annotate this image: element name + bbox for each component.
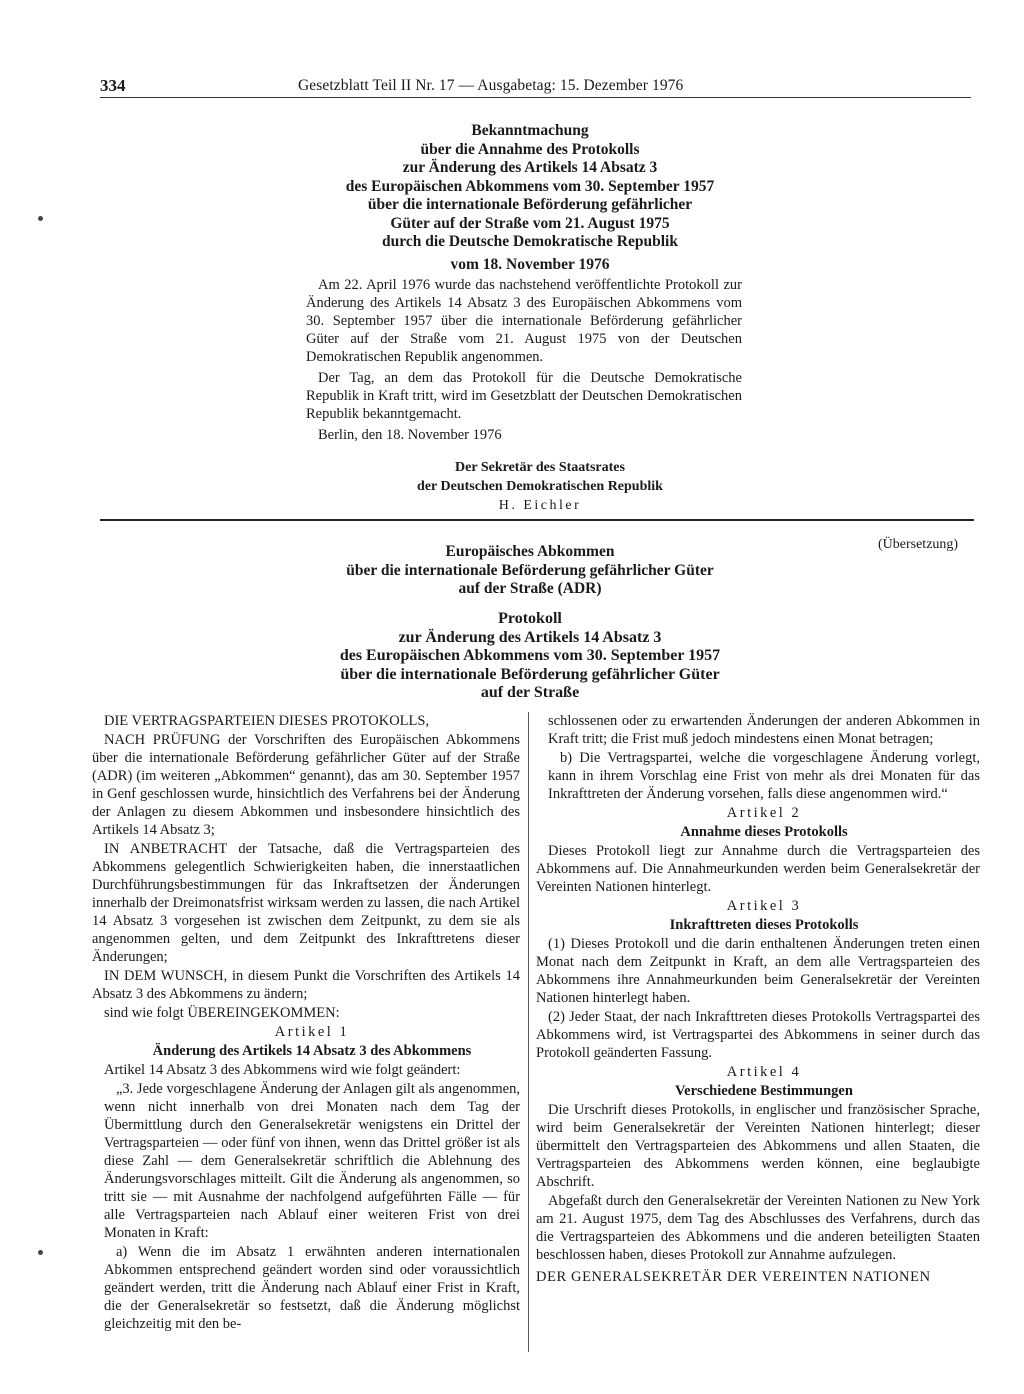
signer-name: H. Eichler xyxy=(498,498,582,513)
preamble-paragraph: NACH PRÜFUNG der Vorschriften des Europäischen Abkommens über die internationale Beförderung gefährlicher Güter auf der Straße (ADR) (im weiteren „Abkommen“ genannt), das am 30. September 1957 in Genf geschlossen wurde, hinsichtlich des Verfahrens bei der Änderung der Anlagen zu diesem Abkommen und insbesondere hinsichtlich des Artikels 14 Absatz 3; xyxy=(92,732,520,838)
protocol-title-line: des Europäischen Abkommens vom 30. September 1957 xyxy=(339,647,721,664)
left-column xyxy=(92,712,520,1334)
notice-body xyxy=(306,276,742,444)
notice-paragraph: Am 22. April 1976 wurde das nachstehend veröffentlichte Protokoll zur Änderung des Artikels 14 Absatz 3 des Europäischen Abkommens vom 30. September 1957 über die internationale Beförderung gefährlicher Güter auf der Straße vom 21. August 1975 von der Deutschen Demokratischen Republik angenommen. xyxy=(306,277,742,365)
protocol-title-line: zur Änderung des Artikels 14 Absatz 3 xyxy=(398,628,662,646)
signer-title-1: Der Sekretär des Staatsrates xyxy=(455,460,625,475)
article-3-title: Inkrafttreten dieses Protokolls xyxy=(669,917,859,933)
notice-paragraph: Der Tag, an dem das Protokoll für die Deutsche Demokratische Republik in Kraft tritt, wird im Gesetzblatt der Deutschen Demokratischen Republik bekanntgemacht. xyxy=(306,370,742,422)
agreement-title-line: auf der Straße (ADR) xyxy=(458,580,602,597)
right-column xyxy=(536,712,980,1287)
translation-note: (Übersetzung) xyxy=(878,537,959,552)
article-4-title: Verschiedene Bestimmungen xyxy=(675,1083,853,1099)
notice-title-line: über die Annahme des Protokolls xyxy=(420,140,640,158)
closing-paragraph: Abgefaßt durch den Generalsekretär der Vereinten Nationen zu New York am 21. August 1975, dem Tag des Abschlusses des Verfahrens, durch das die Vertragsparteien des Abkommens und die anderen beteiligten Staaten beschlossen haben, dieses Protokoll zur Annahme aufzulegen. xyxy=(536,1193,980,1263)
notice-title-line: zur Änderung des Artikels 14 Absatz 3 xyxy=(402,159,658,176)
notice-title xyxy=(250,122,810,274)
article-1-paragraph: Artikel 14 Absatz 3 des Abkommens wird wie folgt geändert: xyxy=(104,1062,461,1078)
article-4-heading: Artikel 4 xyxy=(726,1064,802,1080)
article-1-item-a: a) Wenn die im Absatz 1 erwähnten anderen internationalen Abkommen entsprechend geändert worden sind oder voraussichtlich geändert werden, tritt die Änderung nach Ablauf einer Frist in Kraft, die der Generalsekretär so festsetzt, daß die Änderung möglichst gleichzeitig mit den be- xyxy=(104,1244,520,1332)
notice-title-line: des Europäischen Abkommens vom 30. September 1957 xyxy=(345,177,715,195)
scan-speck xyxy=(38,1250,43,1255)
article-2-paragraph: Dieses Protokoll liegt zur Annahme durch die Vertragsparteien des Abkommens auf. Die Annahmeurkunden werden beim Generalsekretär der Vereinten Nationen hinterlegt. xyxy=(536,843,980,895)
notice-title-line: Bekanntmachung xyxy=(471,122,589,139)
article-4-paragraph: Die Urschrift dieses Protokolls, in englischer und französischer Sprache, wird beim Generalsekretär der Vereinten Nationen hinterlegt; dieser übermittelt den Vertragsparteien des Abkommens und allen Staaten, die Vertragsparteien des Abkommens werden können, eine beglaubigte Abschrift. xyxy=(536,1102,980,1190)
preamble-parties: DIE VERTRAGSPARTEIEN DIESES PROTOKOLLS, xyxy=(104,713,430,729)
article-2-title: Annahme dieses Protokolls xyxy=(680,824,848,840)
notice-title-line: Güter auf der Straße vom 21. August 1975 xyxy=(390,214,670,232)
article-2-heading: Artikel 2 xyxy=(726,805,802,821)
scan-speck xyxy=(38,216,43,221)
protocol-title xyxy=(250,610,810,703)
column-divider xyxy=(528,712,529,1352)
article-1-heading: Artikel 1 xyxy=(274,1024,350,1040)
article-1-quote: „3. Jede vorgeschlagene Änderung der Anlagen gilt als angenommen, wenn nicht innerhalb von drei Monaten nach dem Tag der Übermittlung durch den Generalsekretär wenigstens ein Drittel der Vertragsparteien — oder fünf von ihnen, wenn das Drittel größer ist als diese Zahl — dem Generalsekretär schriftlich die Ablehnung des Änderungsvorschlages mitteilt. Gilt die Änderung als angenommen, so tritt sie — mit Ausnahme der nachfolgend aufgeführten Fälle — für alle Vertragsparteien nach Ablauf einer weiteren Frist von drei Monaten in Kraft: xyxy=(104,1081,520,1241)
notice-title-line: über die internationale Beförderung gefährlicher xyxy=(367,196,693,213)
protocol-title-line: über die internationale Beförderung gefährlicher Güter xyxy=(340,665,720,683)
notice-date-line: vom 18. November 1976 xyxy=(450,255,610,273)
page-header xyxy=(100,76,970,98)
header-rule xyxy=(100,97,971,98)
notice-title-line: durch die Deutsche Demokratische Republik xyxy=(382,233,678,250)
article-3-paragraph-1: (1) Dieses Protokoll und die darin enthaltenen Änderungen treten einen Monat nach dem Zeitpunkt in Kraft, an dem alle Vertragsparteien des Abkommens ihre Annahmeurkunden beim Generalsekretär der Vereinten Nationen hinterlegt haben. xyxy=(536,936,980,1006)
agreement-title xyxy=(250,543,810,599)
running-head: Gesetzblatt Teil II Nr. 17 — Ausgabetag: 15. Dezember 1976 xyxy=(298,77,684,94)
preamble-paragraph: IN DEM WUNSCH, in diesem Punkt die Vorschriften des Artikels 14 Absatz 3 des Abkommens zu ändern; xyxy=(92,968,520,1002)
notice-signature xyxy=(320,458,760,515)
final-signatory: DER GENERALSEKRETÄR DER VEREINTEN NATIONEN xyxy=(536,1269,931,1285)
agreement-title-line: über die internationale Beförderung gefährlicher Güter xyxy=(346,561,714,579)
notice-place-date: Berlin, den 18. November 1976 xyxy=(318,427,502,443)
protocol-title-line: Protokoll xyxy=(498,610,562,627)
article-1-item-b: b) Die Vertragspartei, welche die vorgeschlagene Änderung vorlegt, kann in ihrem Vorschlag eine Frist von mehr als drei Monaten für das Inkrafttreten der Änderung vorsehen, falls diese angenommen wird.“ xyxy=(548,750,980,802)
article-1-continuation: schlossenen oder zu erwartenden Änderungen der anderen Abkommen in Kraft tritt; die Frist muß jedoch mindestens einen Monat betragen; xyxy=(548,713,980,747)
article-3-heading: Artikel 3 xyxy=(726,898,802,914)
agreement-title-line: Europäisches Abkommen xyxy=(445,543,615,560)
preamble-paragraph: IN ANBETRACHT der Tatsache, daß die Vertragsparteien des Abkommens gelegentlich Schwierigkeiten haben, die innerstaatlichen Durchführungsbestimmungen für das Inkraftsetzen der Änderungen innerhalb der Dreimonatsfrist wirksam werden zu lassen, die nach Artikel 14 Absatz 3 vorgesehen ist zwischen dem Zeitpunkt, zu dem sie als angenommen gelten, und dem Zeitpunkt des Inkrafttretens dieser Änderungen; xyxy=(92,841,520,965)
article-1-title: Änderung des Artikels 14 Absatz 3 des Abkommens xyxy=(152,1043,472,1059)
signer-title-2: der Deutschen Demokratischen Republik xyxy=(417,479,663,494)
article-3-paragraph-2: (2) Jeder Staat, der nach Inkrafttreten dieses Protokolls Vertragspartei des Abkommens wird, ist Vertragspartei des Abkommens in seiner durch das Protokoll geänderten Fassung. xyxy=(536,1009,980,1061)
section-divider xyxy=(100,519,974,521)
protocol-title-line: auf der Straße xyxy=(480,684,580,701)
preamble-agreed: sind wie folgt ÜBEREINGEKOMMEN: xyxy=(104,1005,340,1021)
page-number: 334 xyxy=(100,76,126,95)
